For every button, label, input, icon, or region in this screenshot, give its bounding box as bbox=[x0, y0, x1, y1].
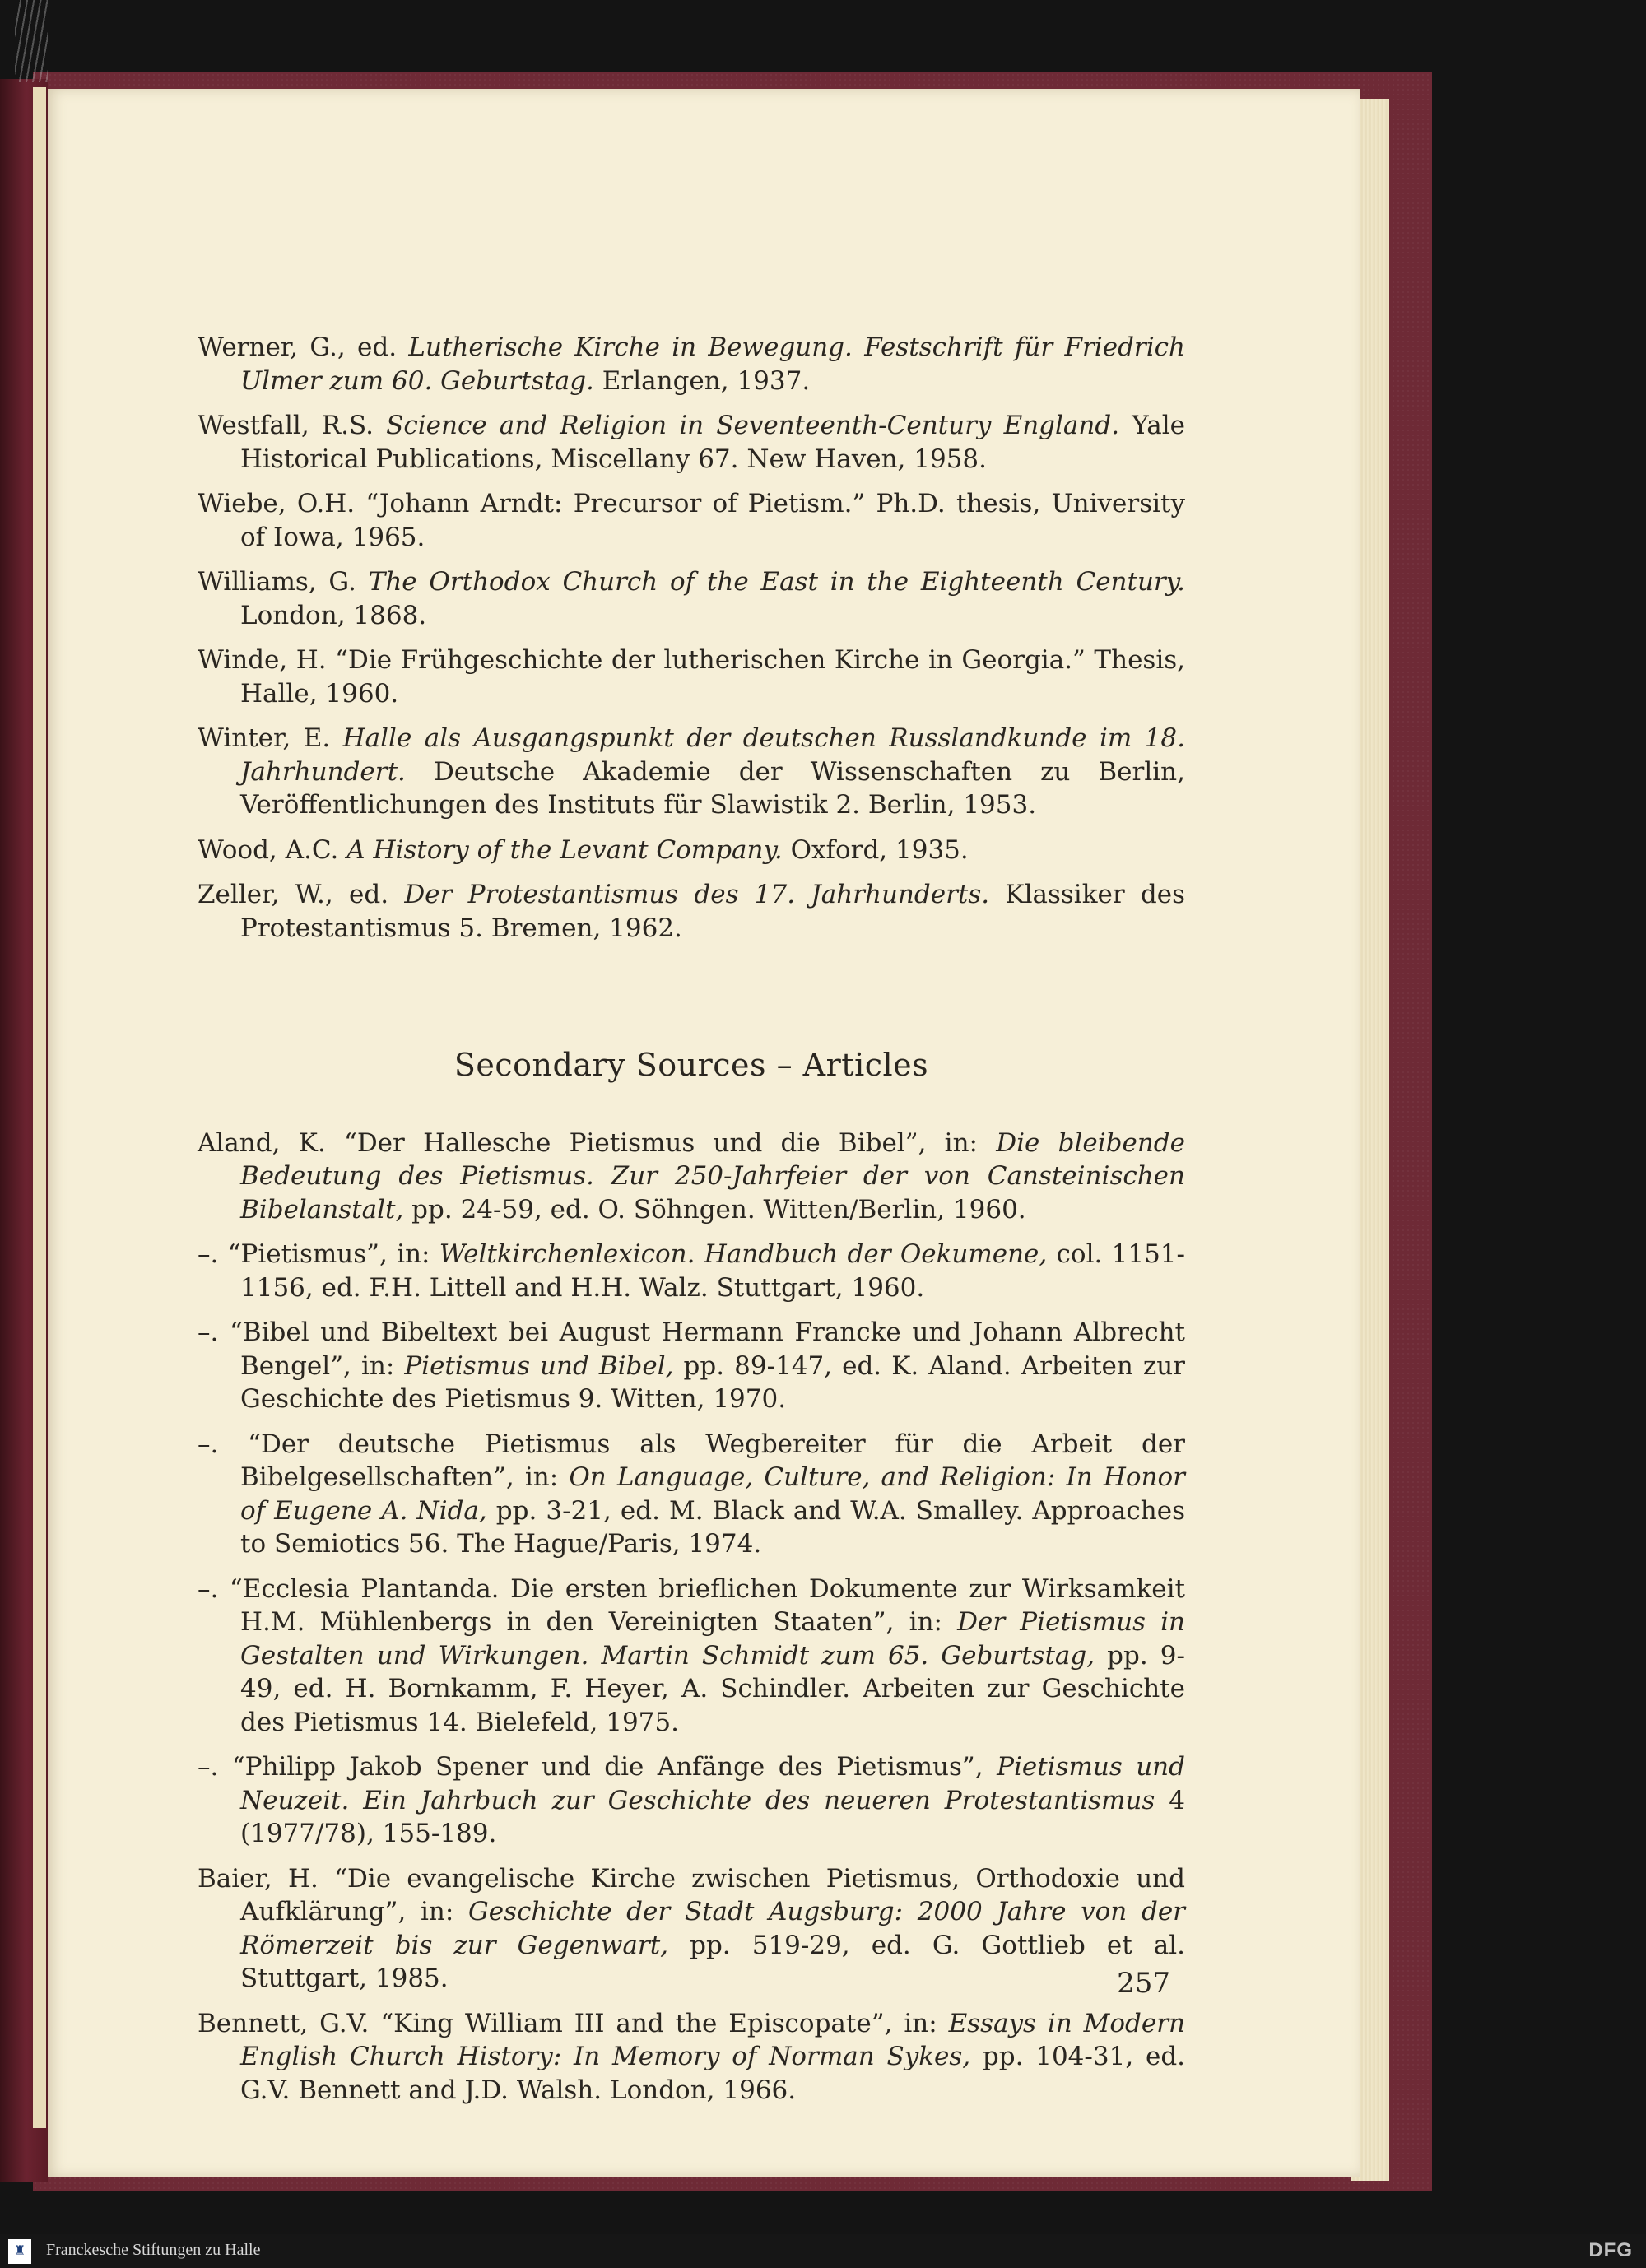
bibliography-entry bbox=[198, 644, 1185, 710]
entry-text: –. “Der deutsche Pietismus als Wegbereiter für die Arbeit der Bibelgesellschaften”, in: bbox=[198, 1429, 1185, 1492]
entry-title: Pietismus und Neuzeit. Ein Jahrbuch zur Geschichte des neueren Protestantismus bbox=[240, 1752, 1185, 1815]
binding-thread bbox=[15, 0, 48, 82]
institution-name: Franckesche Stiftungen zu Halle bbox=[46, 2241, 261, 2259]
entry-text: London, 1868. bbox=[240, 600, 427, 630]
entry-text: Winde, H. “Die Frühgeschichte der lutherischen Kirche in Georgia.” Thesis, Halle, 1960. bbox=[198, 645, 1185, 709]
articles-bibliography-list bbox=[198, 1127, 1185, 2108]
section-heading: Secondary Sources – Articles bbox=[453, 1047, 929, 1083]
bibliography-entry bbox=[198, 487, 1185, 554]
primary-bibliography-list bbox=[198, 331, 1185, 945]
bibliography-entry bbox=[198, 1316, 1185, 1416]
entry-title: Lutherische Kirche in Bewegung. Festschrift für Friedrich Ulmer zum 60. Geburtstag. bbox=[240, 332, 1185, 396]
entry-title: Science and Religion in Seventeenth-Century England. bbox=[386, 411, 1120, 440]
entry-title: On Language, Culture, and Religion: In Honor of Eugene A. Nida, bbox=[240, 1462, 1185, 1526]
entry-title: Essays in Modern English Church History: In Memory of Norman Sykes, bbox=[240, 2008, 1185, 2071]
entry-text: Wiebe, O.H. “Johann Arndt: Precursor of Pietism.” Ph.D. thesis, University of Iowa, 1965. bbox=[198, 489, 1185, 552]
bibliography-entry bbox=[198, 1127, 1185, 1227]
entry-text: Baier, H. “Die evangelische Kirche zwischen Pietismus, Orthodoxie und Aufklärung”, in: bbox=[198, 1863, 1185, 1926]
entry-text: Yale Historical Publications, Miscellany 67. New Haven, 1958. bbox=[240, 411, 1185, 474]
dfg-logo: DFG bbox=[1588, 2239, 1633, 2261]
entry-text: Erlangen, 1937. bbox=[593, 365, 811, 396]
bibliography-entry bbox=[198, 1238, 1185, 1304]
viewer-footer-bar bbox=[0, 2234, 1646, 2268]
entry-text: pp. 104-31, ed. G.V. Bennett and J.D. Walsh. London, 1966. bbox=[240, 2042, 1186, 2105]
franckesche-crest-icon: ♜ bbox=[8, 2239, 31, 2264]
bibliography-entry bbox=[198, 565, 1185, 632]
entry-title: A History of the Levant Company. bbox=[346, 834, 783, 865]
entry-text: Westfall, R.S. bbox=[198, 411, 387, 440]
entry-title: Weltkirchenlexicon. Handbuch der Oekumene, bbox=[439, 1239, 1048, 1269]
entry-title: Die bleibende Bedeutung des Pietismus. Zur 250-Jahrfeier der von Cansteinischen Bibelanstalt, bbox=[240, 1127, 1185, 1225]
bibliography-entry bbox=[198, 878, 1185, 945]
entry-title: Geschichte der Stadt Augsburg: 2000 Jahre von der Römerzeit bis zur Gegenwart, bbox=[240, 1897, 1185, 1960]
bibliography-entry bbox=[198, 331, 1185, 397]
entry-text: –. “Ecclesia Plantanda. Die ersten brieflichen Dokumente zur Wirksamkeit H.M. Mühlenbergs in den Vereinigten Staaten”, in: bbox=[198, 1573, 1185, 1637]
entry-text: pp. 89-147, ed. K. Aland. Arbeiten zur Geschichte des Pietismus 9. Witten, 1970. bbox=[240, 1350, 1185, 1414]
entry-text: Wood, A.C. bbox=[198, 834, 347, 865]
entry-text: –. “Pietismus”, in: bbox=[198, 1239, 439, 1269]
entry-text: Deutsche Akademie der Wissenschaften zu Berlin, Veröffentlichungen des Instituts für Slawistik 2. Berlin, 1953. bbox=[240, 756, 1185, 820]
bibliography-entry bbox=[198, 722, 1185, 822]
entry-text: pp. 3-21, ed. M. Black and W.A. Smalley. Approaches to Semiotics 56. The Hague/Paris, 1974. bbox=[240, 1495, 1185, 1559]
entry-text: 4 (1977/78), 155-189. bbox=[240, 1785, 1186, 1848]
entry-text: Klassiker des Protestantismus 5. Bremen, 1962. bbox=[240, 880, 1186, 943]
bibliography-entry bbox=[198, 1750, 1185, 1851]
bibliography-entry bbox=[198, 1428, 1185, 1561]
entry-title: Der Protestantismus des 17. Jahrhunderts. bbox=[404, 880, 990, 909]
entry-title: Der Pietismus in Gestalten und Wirkungen. Martin Schmidt zum 65. Geburtstag, bbox=[240, 1607, 1185, 1671]
entry-text: pp. 519-29, ed. G. Gottlieb et al. Stuttgart, 1985. bbox=[240, 1930, 1185, 1993]
entry-text: Zeller, W., ed. bbox=[198, 880, 405, 909]
left-page-edge bbox=[33, 87, 46, 2128]
bibliography-entry bbox=[198, 1573, 1185, 1740]
entry-title: Halle als Ausgangspunkt der deutschen Russlandkunde im 18. Jahrhundert. bbox=[240, 723, 1185, 787]
entry-text: Winter, E. bbox=[198, 723, 343, 753]
entry-text: pp. 24-59, ed. O. Söhngen. Witten/Berlin, 1960. bbox=[403, 1194, 1026, 1225]
bibliography-entry bbox=[198, 834, 1185, 867]
bibliography-text bbox=[198, 331, 1185, 2118]
book-page bbox=[48, 89, 1360, 2177]
entry-title: The Orthodox Church of the East in the Eighteenth Century. bbox=[368, 567, 1185, 597]
bibliography-entry bbox=[198, 1862, 1185, 1996]
page-number: 257 bbox=[1117, 1967, 1170, 2000]
entry-text: col. 1151-1156, ed. F.H. Littell and H.H. Walz. Stuttgart, 1960. bbox=[240, 1239, 1185, 1303]
entry-text: –. “Bibel und Bibeltext bei August Hermann Francke und Johann Albrecht Bengel”, in: bbox=[198, 1318, 1185, 1381]
entry-text: pp. 9-49, ed. H. Bornkamm, F. Heyer, A. Schindler. Arbeiten zur Geschichte des Pietismus 14. Bielefeld, 1975. bbox=[240, 1640, 1185, 1737]
entry-text: Oxford, 1935. bbox=[782, 834, 969, 865]
entry-text: Werner, G., ed. bbox=[198, 332, 409, 362]
entry-text: –. “Philipp Jakob Spener und die Anfänge des Pietismus”, bbox=[198, 1752, 997, 1782]
entry-text: Williams, G. bbox=[198, 567, 369, 597]
bibliography-entry bbox=[198, 2007, 1185, 2108]
bibliography-entry bbox=[198, 409, 1185, 476]
entry-text: Bennett, G.V. “King William III and the Episcopate”, in: bbox=[198, 2008, 949, 2038]
entry-text: Aland, K. “Der Hallesche Pietismus und die Bibel”, in: bbox=[198, 1127, 997, 1158]
entry-title: Pietismus und Bibel, bbox=[404, 1350, 674, 1381]
